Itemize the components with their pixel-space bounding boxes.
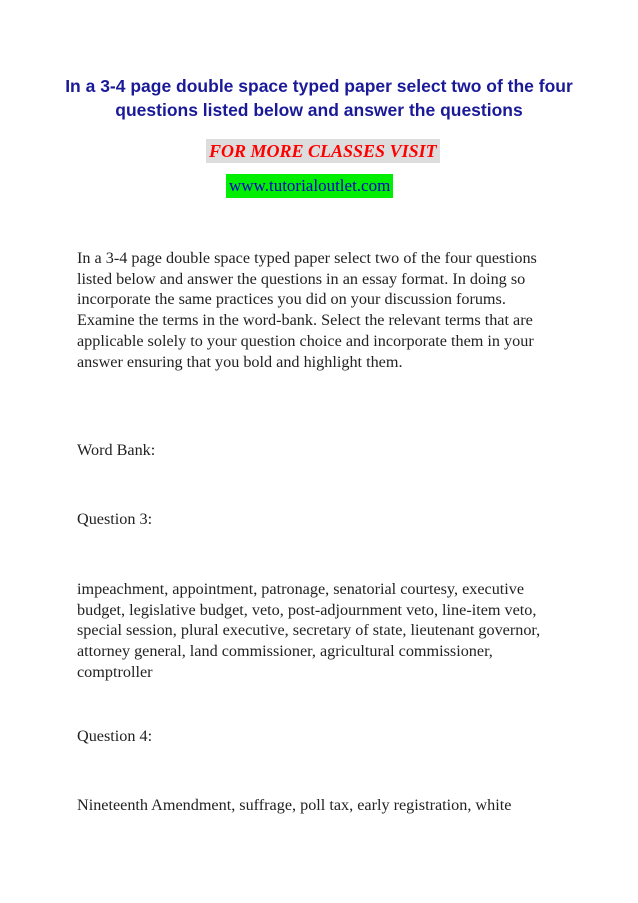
website-link[interactable]: www.tutorialoutlet.com [226,174,393,198]
question-4-label: Question 4: [77,727,153,745]
question-3-terms: impeachment, appointment, patronage, senatorial courtesy, executive budget, legislative budget, veto, post-adjournment veto, line-item veto, special session, plural executive, secretary of state, lieutenant governor, attorney general, land commissioner, agricultural commissioner, comptroller [77,580,541,681]
question-4-terms: Nineteenth Amendment, suffrage, poll tax, early registration, white [77,796,512,814]
document-title: In a 3-4 page double space typed paper select two of the four questions listed below and answer the questions [65,76,573,120]
word-bank-label: Word Bank: [77,441,156,459]
question-3-label: Question 3: [77,510,153,528]
promo-banner: FOR MORE CLASSES VISIT [206,139,440,163]
intro-paragraph: In a 3-4 page double space typed paper select two of the four questions listed below and answer the questions in an essay format. In doing so incorporate the same practices you did on your discussion forums. Examine the terms in the word-bank. Select the relevant terms that are applicable solely to your question choice and incorporate them in your answer ensuring that you bold and highlight them. [77,249,537,371]
